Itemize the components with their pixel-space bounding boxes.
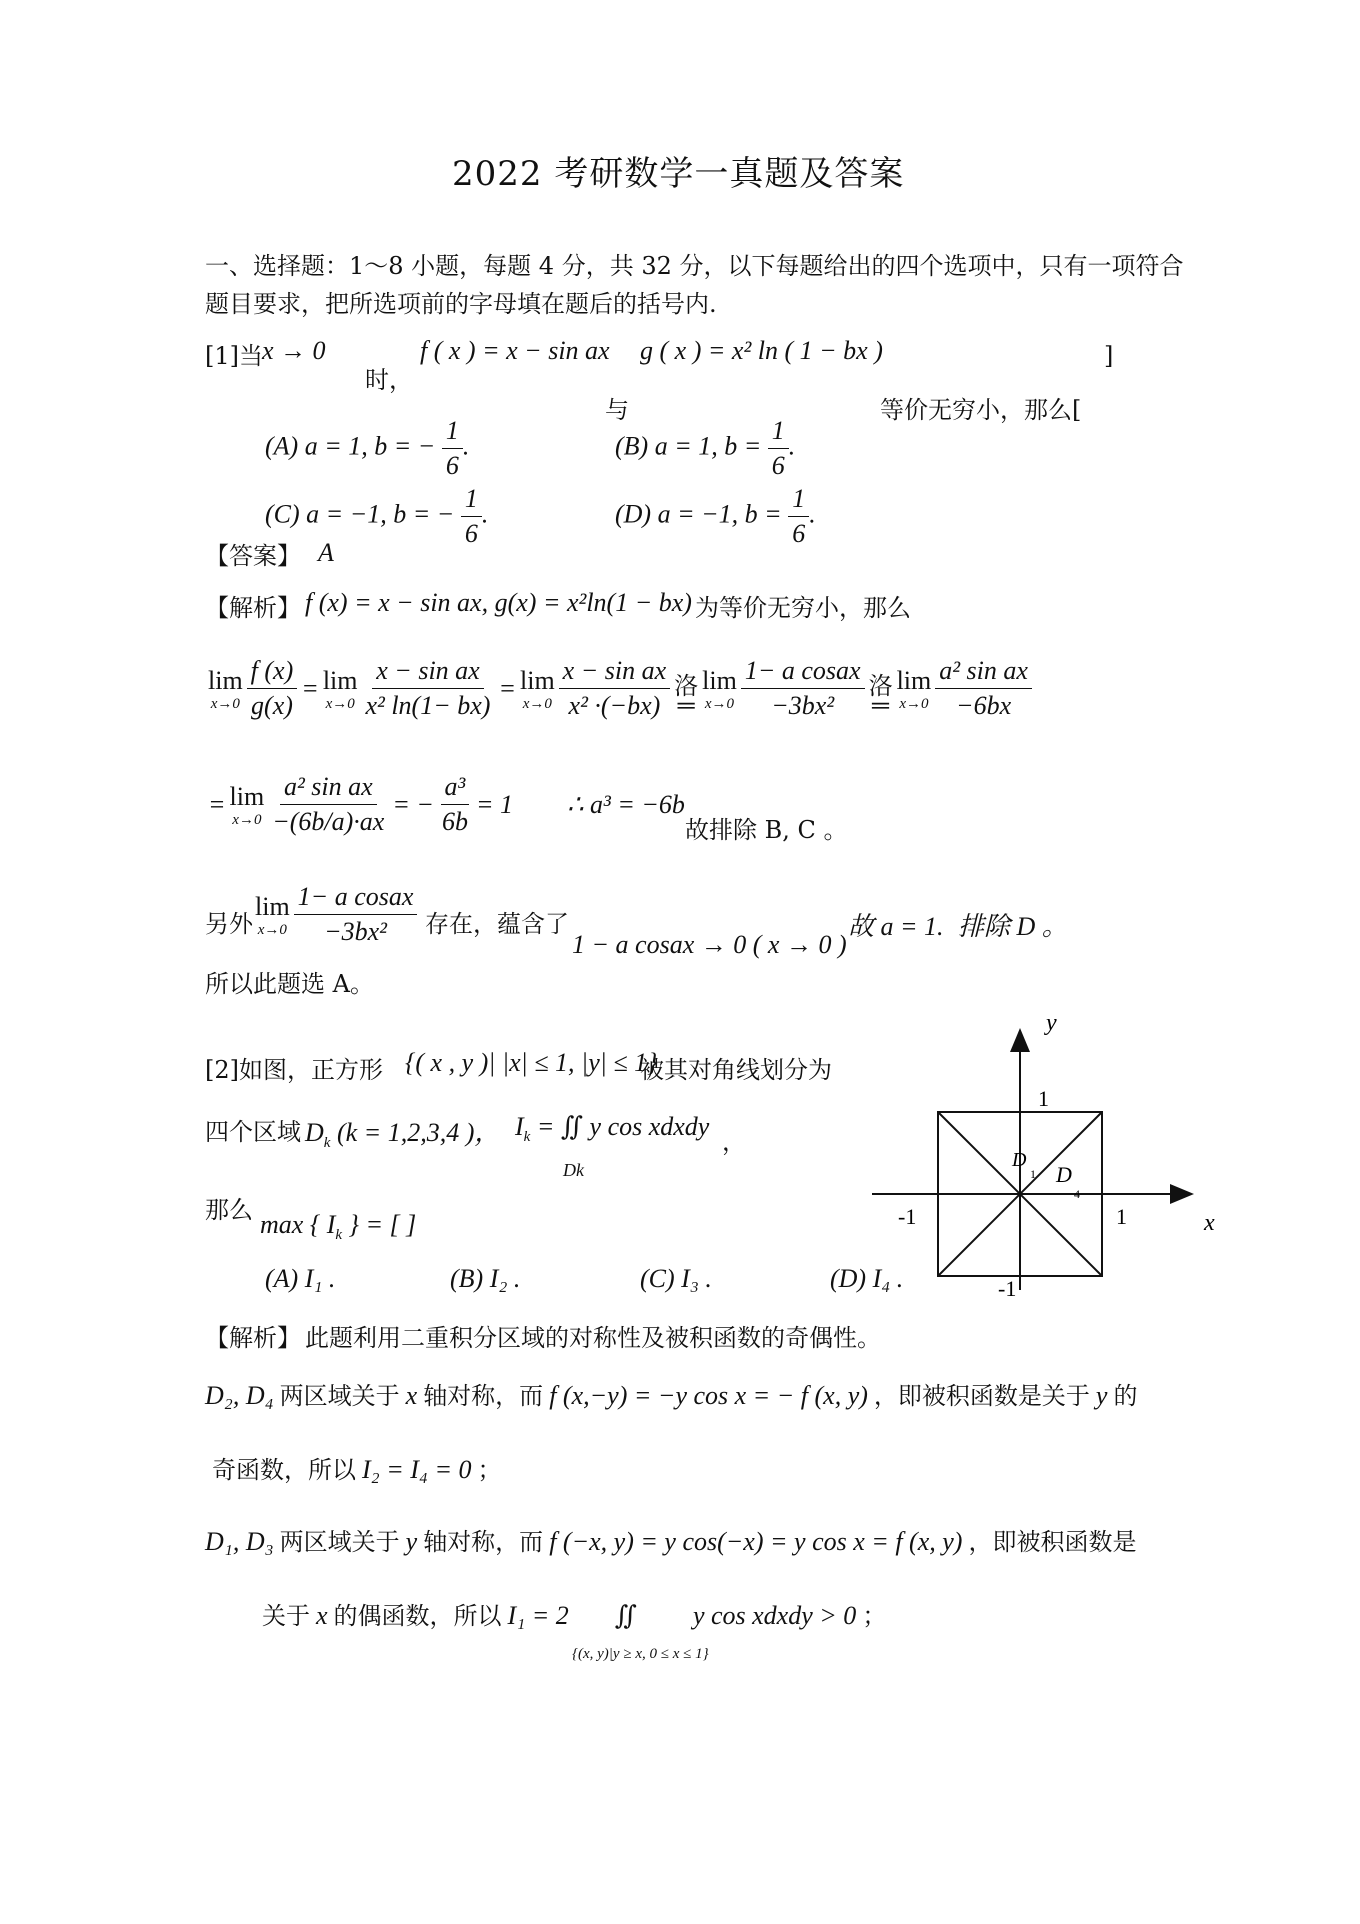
l4-b: x: [316, 1601, 328, 1630]
q1-analysis-text: f (x) = x − sin ax, g(x) = x²ln(1 − bx): [305, 588, 692, 617]
l4-d: I₁ = 2: [507, 1601, 569, 1630]
l4-c: 的偶函数，所以: [333, 1602, 502, 1630]
q1-option-d: (D) a = −1, b = $\frac{1}{6}$ .: [615, 482, 816, 551]
l3-b: 两区域关于: [279, 1528, 400, 1556]
l1-f: ，即被积函数是关于: [873, 1382, 1090, 1410]
eq-sign: =: [301, 673, 319, 703]
l2-b: I₂ = I₄ = 0: [362, 1455, 472, 1484]
l4-e: ∬: [614, 1601, 637, 1630]
lim-sub: x→0: [704, 695, 735, 712]
dk-sub: k: [323, 1135, 331, 1152]
max-sub: k: [335, 1227, 343, 1244]
q2-option-d: (D) I₄ .: [830, 1264, 904, 1293]
ik-def: = ∬ y cos xdxdy: [536, 1112, 710, 1141]
l4-f: y cos xdxdy > 0: [692, 1601, 857, 1630]
q2-label: [2]如图，正方形: [205, 1056, 383, 1084]
tick-pos-y: 1: [1038, 1086, 1049, 1111]
frac-den: 6: [771, 451, 785, 480]
frac-den: −3bx²: [324, 917, 387, 946]
region-d4-label: D: [1056, 1162, 1072, 1187]
l1-d: 轴对称，而: [423, 1382, 544, 1410]
lim-sub: x→0: [257, 921, 287, 938]
q1-so-a: 故 a = 1.: [848, 912, 944, 941]
double-eq: ═: [677, 693, 695, 719]
q1-analysis-label: 【解析】: [205, 594, 301, 622]
q2-analysis-line3: [205, 1524, 1136, 1560]
lim-sub: x→0: [210, 695, 240, 712]
l1-h: 的: [1113, 1382, 1138, 1410]
luo-text: 洛: [674, 674, 699, 700]
q1-another-limit: [255, 880, 417, 949]
frac-num: a² sin ax: [280, 770, 377, 805]
q2-ik-domain: Dk: [563, 1160, 584, 1180]
frac-den: −6bx: [956, 691, 1012, 720]
ik-letter: I: [515, 1112, 524, 1141]
q1-option-d-text: a = −1, b =: [657, 499, 782, 529]
q1-option-c-text: a = −1, b = −: [306, 499, 455, 529]
q2-analysis-line4: [262, 1598, 886, 1634]
frac-num: x − sin ax: [559, 654, 670, 689]
region-d1-label: D: [1012, 1149, 1027, 1171]
q1-limit-chain-2: [208, 770, 685, 839]
q2-analysis-line2: [212, 1452, 501, 1488]
frac-den: x² ln(1− bx): [365, 691, 491, 720]
frac-e1: [247, 654, 298, 723]
q1-option-d-label: (D): [615, 499, 652, 529]
l1-b: 两区域关于: [279, 1382, 400, 1410]
frac-e4: [741, 654, 865, 723]
section-intro-line1: 一、选择题：1～8 小题，每题 4 分，共 32 分，以下每题给出的四个选项中，只有一项符合: [205, 252, 1184, 280]
q2-integral-domain: {(x, y)|y ≥ x, 0 ≤ x ≤ 1}: [572, 1646, 709, 1662]
q1-fx: f ( x ) = x − sin ax: [420, 336, 610, 365]
q1-exists: 存在，蕴含了: [425, 910, 569, 938]
q1-option-a-label: (A): [265, 431, 299, 461]
q1-option-b-text: a = 1, b =: [654, 431, 762, 461]
q2-comma: ，: [722, 1128, 746, 1156]
q2-dk: [305, 1112, 500, 1152]
q1-yu: 与: [605, 396, 629, 424]
q1-option-a: (A) a = 1, b = − $\frac{1}{6}$ .: [265, 414, 469, 483]
q1-analysis-tail: 为等价无穷小，那么: [695, 594, 911, 622]
q1-option-b: (B) a = 1, b = $\frac{1}{6}$ .: [615, 414, 795, 483]
q1-exclude-bc: 故排除 B, C 。: [685, 816, 848, 844]
q1-option-c: (C) a = −1, b = − $\frac{1}{6}$ .: [265, 482, 488, 551]
k-set: (k = 1,2,3,4 )，: [336, 1118, 501, 1147]
lim-2: [323, 666, 358, 712]
x-axis-label: x: [1204, 1210, 1215, 1236]
tick-pos-x: 1: [1116, 1204, 1127, 1229]
l1-e: f (x,−y) = −y cos x = − f (x, y): [549, 1381, 868, 1410]
region-d4-sub: 4: [1074, 1187, 1080, 1201]
frac-den: 6: [445, 451, 459, 480]
l3-a: D₁, D₃: [205, 1527, 274, 1556]
lim-text: lim: [896, 665, 932, 695]
frac-num: 1− a cosax: [294, 880, 418, 915]
q2-ik: [515, 1112, 709, 1146]
lim-7: [255, 892, 290, 938]
q1-answer: A: [318, 538, 334, 567]
q1-shi: 时，: [365, 366, 413, 394]
lim-sub: x→0: [232, 811, 262, 828]
frac-num: 1: [461, 482, 482, 517]
frac-num: a³: [441, 770, 470, 805]
frac-den: −3bx²: [771, 691, 835, 720]
dk-letter: D: [305, 1118, 324, 1147]
eq-sign: =: [498, 673, 516, 703]
lim-text: lim: [702, 665, 737, 695]
l4-g: ；: [862, 1602, 887, 1630]
q1-option-c-frac: [461, 482, 482, 551]
frac-e2: [361, 654, 494, 723]
frac-num: 1: [768, 414, 789, 449]
frac-den: x² ·(−bx): [568, 691, 661, 720]
q1-implies: 1 − a cosax → 0 ( x → 0 ): [572, 930, 847, 959]
q1-option-a-text: a = 1, b = −: [304, 431, 436, 461]
frac-den: 6: [464, 519, 478, 548]
q2-max: [260, 1210, 416, 1244]
tick-neg-y: -1: [998, 1276, 1017, 1300]
q2-four: 四个区域: [205, 1118, 301, 1146]
l2-c: ；: [477, 1456, 502, 1484]
q1-option-a-frac: [442, 414, 463, 483]
frac-den: 6: [792, 519, 806, 548]
q2-analysis-line1: [205, 1378, 1137, 1414]
frac-den: −(6b/a)·ax: [272, 807, 385, 836]
l1-g: y: [1095, 1381, 1108, 1410]
q2-option-a: (A) I₁ .: [265, 1264, 336, 1293]
frac-num: a² sin ax: [935, 654, 1032, 689]
q1-label: [1]当: [205, 342, 263, 370]
q2-set: {( x , y )| |x| ≤ 1, |y| ≤ 1}: [405, 1048, 658, 1077]
q2-analysis-label: 【解析】: [205, 1324, 301, 1352]
q2-analysis: 此题利用二重积分区域的对称性及被积函数的奇偶性。: [305, 1324, 881, 1352]
luo-equals-2: [868, 666, 893, 719]
section-intro-line2: 题目要求，把所选项前的字母填在题后的括号内.: [205, 290, 717, 318]
frac-e3: [559, 654, 670, 723]
frac-num: 1: [788, 482, 809, 517]
lim-text: lim: [208, 665, 243, 695]
q1-bracket-close: ]: [1104, 342, 1114, 370]
q1-option-b-label: (B): [615, 431, 649, 461]
max-text: max { I: [260, 1210, 336, 1239]
double-eq: ═: [872, 693, 890, 719]
frac-e6: [268, 770, 388, 839]
q1-option-b-frac: [768, 414, 789, 483]
q1-limit-chain-1: [208, 654, 1032, 723]
luo-text: 洛: [868, 674, 893, 700]
q2-option-b: (B) I₂ .: [450, 1264, 521, 1293]
frac-num: 1: [442, 414, 463, 449]
q2-divided: 被其对角线划分为: [640, 1056, 832, 1084]
l1-c: x: [405, 1381, 418, 1410]
q1-option-d-frac: [788, 482, 809, 551]
q1-tail: 等价无穷小，那么[: [880, 396, 1082, 424]
l3-f: ，即被积函数是: [968, 1528, 1137, 1556]
tick-neg-x: -1: [898, 1204, 917, 1229]
lim-1: [208, 666, 243, 712]
frac-e7: [438, 770, 472, 839]
q1-option-c-label: (C): [265, 499, 300, 529]
q1-answer-label: 【答案】: [205, 542, 301, 570]
lim-text: lim: [322, 665, 358, 695]
frac-num: f (x): [247, 654, 298, 689]
lim-6: [230, 782, 265, 828]
q1-another: 另外: [205, 910, 253, 938]
page-title: 2022 考研数学一真题及答案: [452, 154, 905, 194]
lim-5: [897, 666, 932, 712]
lim-text: lim: [520, 665, 555, 695]
eq-tail: = 1: [475, 789, 513, 819]
q1-gx: g ( x ) = x² ln ( 1 − bx ): [640, 336, 883, 365]
region-d1-sub: 1: [1030, 1167, 1036, 1181]
q1-condition: x → 0: [262, 336, 326, 365]
square-region-figure: [860, 1000, 1220, 1300]
q1-choose: 所以此题选 A。: [205, 970, 374, 998]
q1-exclude-d: 排除 D 。: [958, 912, 1068, 941]
lim-4: [702, 666, 737, 712]
lim-text: lim: [255, 891, 290, 921]
max-tail: } = [ ]: [348, 1210, 417, 1239]
frac-den: g(x): [251, 691, 293, 720]
lim-sub: x→0: [325, 695, 355, 712]
frac-num: x − sin ax: [372, 654, 483, 689]
l2-a: 奇函数，所以: [212, 1456, 356, 1484]
luo-equals-1: [674, 666, 699, 719]
ik-sub: k: [523, 1129, 531, 1146]
eq-minus: = −: [392, 789, 434, 819]
l3-e: f (−x, y) = y cos(−x) = y cos x = f (x, y): [549, 1527, 963, 1556]
l1-a: D₂, D₄: [205, 1381, 274, 1410]
lim-text: lim: [229, 781, 265, 811]
q2-option-c: (C) I₃ .: [640, 1264, 712, 1293]
q1-therefore: ∴ a³ = −6b: [566, 789, 685, 819]
lim-3: [520, 666, 555, 712]
frac-den: 6b: [441, 807, 468, 836]
l3-d: 轴对称，而: [423, 1528, 544, 1556]
frac-num: 1− a cosax: [741, 654, 865, 689]
q2-then: 那么: [205, 1196, 253, 1224]
lim-sub: x→0: [899, 695, 929, 712]
l3-c: y: [405, 1527, 418, 1556]
y-axis-label: y: [1046, 1010, 1057, 1036]
lim-sub: x→0: [522, 695, 552, 712]
eq-sign: =: [208, 789, 226, 819]
frac-e4b: [294, 880, 418, 949]
l4-a: 关于: [262, 1602, 310, 1630]
frac-e5: [935, 654, 1032, 723]
